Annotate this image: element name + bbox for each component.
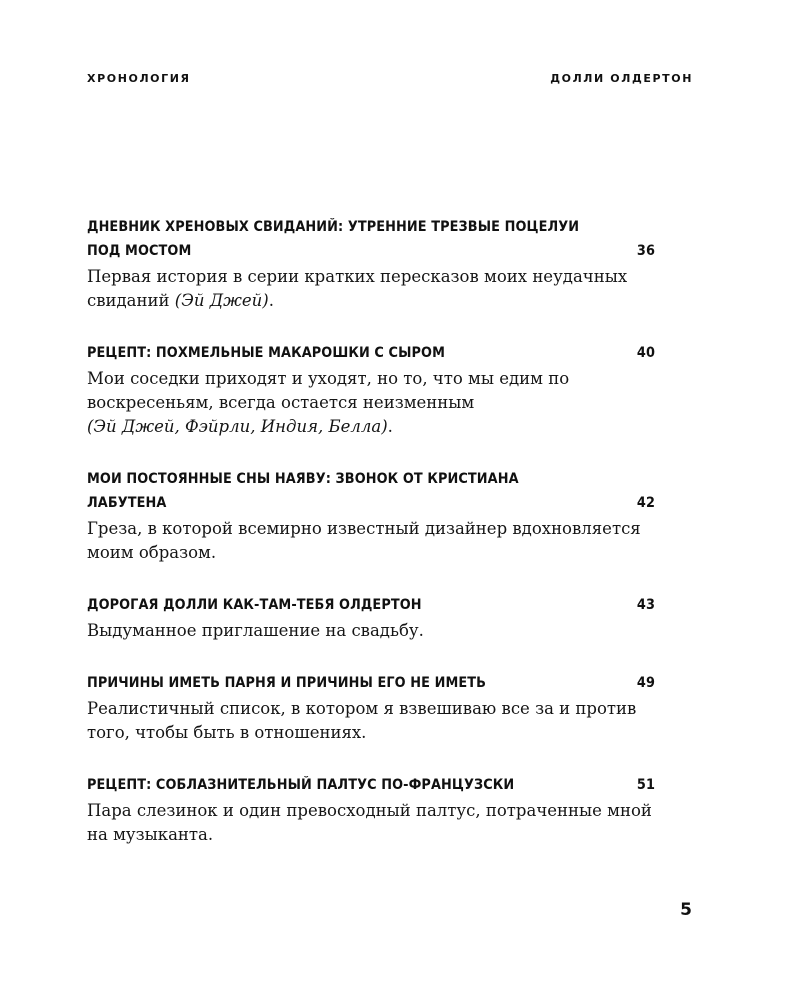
toc-entry [87,671,655,745]
toc-entry-description-tail: . [268,291,274,310]
toc-entry-page: 40 [636,345,656,361]
toc-entry-title: МОИ ПОСТОЯННЫЕ СНЫ НАЯВУ: ЗВОНОК ОТ КРИСТИАНА ЛАБУТЕНА [87,471,519,511]
toc-entry-title: ДОРОГАЯ ДОЛЛИ КАК-ТАМ-ТЕБЯ ОЛДЕРТОН [87,597,422,613]
toc-entry-page: 36 [636,243,656,259]
toc-entry-heading [87,773,655,797]
toc-entry-description-tail: . [387,417,393,436]
toc-entry-title: РЕЦЕПТ: СОБЛАЗНИТЕЛЬНЫЙ ПАЛТУС ПО-ФРАНЦУЗСКИ [87,777,515,793]
toc-entry-title: РЕЦЕПТ: ПОХМЕЛЬНЫЕ МАКАРОШКИ С СЫРОМ [87,345,446,361]
toc-entry-description [87,367,655,439]
toc-entry-title: ПРИЧИНЫ ИМЕТЬ ПАРНЯ И ПРИЧИНЫ ЕГО НЕ ИМЕТЬ [87,675,487,691]
toc-entry-heading [87,671,655,695]
toc-entry-heading [87,341,655,365]
toc-entry-description [87,265,655,313]
running-head-author: ДОЛЛИ ОЛДЕРТОН [550,72,693,85]
toc-entry-description: Пара слезинок и один превосходный палтус, потраченные мной на музыканта. [87,801,652,844]
toc-entry [87,593,655,643]
running-head-section: ХРОНОЛОГИЯ [87,72,191,85]
toc-entry-page: 49 [636,675,656,691]
toc-entry-page: 43 [636,597,656,613]
toc-entry [87,467,655,565]
page-number: 5 [680,900,692,920]
toc-entry [87,215,655,313]
toc-entry-names: (Эй Джей) [174,291,269,310]
toc-entry-page: 51 [636,777,656,793]
toc-entry-description: Выдуманное приглашение на свадьбу. [87,621,424,640]
toc-entry-page: 42 [636,495,656,511]
toc-entry-description: Греза, в которой всемирно известный дизайнер вдохновляется моим образом. [87,519,641,562]
toc-entry-heading [87,215,655,263]
toc-entry-heading [87,467,655,515]
toc-entry [87,773,655,847]
toc-entry-description-text: Мои соседки приходят и уходят, но то, что мы едим по воскресеньям, всегда остается неизменным [87,369,570,412]
toc-entry-description: Реалистичный список, в котором я взвешиваю все за и против того, чтобы быть в отношениях. [87,699,637,742]
toc-entry-description-text: Первая история в серии кратких пересказов моих неудачных свиданий [87,267,628,310]
toc-entry-names: (Эй Джей, Фэйрли, Индия, Белла) [87,417,388,436]
toc-entry-title: ДНЕВНИК ХРЕНОВЫХ СВИДАНИЙ: УТРЕННИЕ ТРЕЗВЫЕ ПОЦЕЛУИ ПОД МОСТОМ [87,219,580,259]
toc-entry [87,341,655,439]
toc-entry-heading [87,593,655,617]
table-of-contents [87,215,655,875]
